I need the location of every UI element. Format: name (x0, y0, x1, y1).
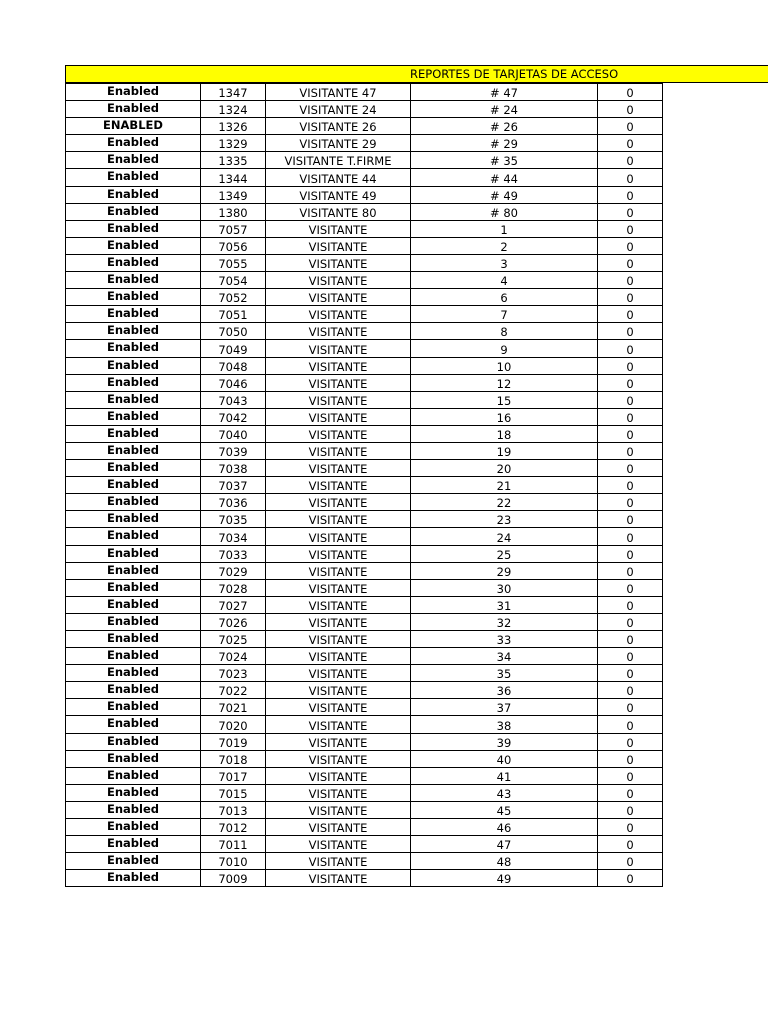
visitor-name-cell: VISITANTE (266, 425, 411, 442)
card-code-cell: 7052 (201, 289, 266, 306)
report-count-cell: 0 (598, 306, 663, 323)
table-row (66, 596, 663, 613)
visitor-name-cell: VISITANTE (266, 682, 411, 699)
status-cell: Enabled (66, 648, 201, 665)
report-count-cell: 0 (598, 169, 663, 186)
status-cell: Enabled (66, 477, 201, 494)
status-cell: Enabled (66, 237, 201, 254)
card-number-cell: 37 (411, 699, 598, 716)
card-number-cell: 1 (411, 220, 598, 237)
report-count-cell: 0 (598, 716, 663, 733)
report-count-cell: 0 (598, 631, 663, 648)
card-code-cell: 7024 (201, 648, 266, 665)
table-row (66, 186, 663, 203)
visitor-name-cell: VISITANTE (266, 648, 411, 665)
card-code-cell: 7057 (201, 220, 266, 237)
card-code-cell: 7046 (201, 374, 266, 391)
status-cell: Enabled (66, 596, 201, 613)
table-row (66, 750, 663, 767)
status-cell: Enabled (66, 306, 201, 323)
visitor-name-cell: VISITANTE (266, 750, 411, 767)
report-title: REPORTES DE TARJETAS DE ACCESO (410, 67, 619, 81)
status-cell: Enabled (66, 289, 201, 306)
visitor-name-cell: VISITANTE (266, 836, 411, 853)
access-card-table-body (66, 84, 663, 887)
card-code-cell: 7040 (201, 425, 266, 442)
card-code-cell: 7026 (201, 613, 266, 630)
visitor-name-cell: VISITANTE (266, 596, 411, 613)
visitor-name-cell: VISITANTE (266, 374, 411, 391)
card-number-cell: 39 (411, 733, 598, 750)
card-number-cell: 25 (411, 545, 598, 562)
card-number-cell: 8 (411, 323, 598, 340)
card-code-cell: 7017 (201, 767, 266, 784)
table-row (66, 152, 663, 169)
status-cell: Enabled (66, 425, 201, 442)
card-code-cell: 1347 (201, 84, 266, 101)
report-count-cell: 0 (598, 699, 663, 716)
table-row (66, 784, 663, 801)
report-count-cell: 0 (598, 84, 663, 101)
card-number-cell: 23 (411, 511, 598, 528)
card-code-cell: 7033 (201, 545, 266, 562)
visitor-name-cell: VISITANTE 44 (266, 169, 411, 186)
card-number-cell: 46 (411, 819, 598, 836)
visitor-name-cell: VISITANTE (266, 528, 411, 545)
card-code-cell: 7051 (201, 306, 266, 323)
card-number-cell: 35 (411, 665, 598, 682)
card-code-cell: 1324 (201, 101, 266, 118)
table-row (66, 631, 663, 648)
table-row (66, 716, 663, 733)
card-number-cell: 18 (411, 425, 598, 442)
report-count-cell: 0 (598, 733, 663, 750)
card-code-cell: 7049 (201, 340, 266, 357)
status-cell: Enabled (66, 853, 201, 870)
card-number-cell: 29 (411, 562, 598, 579)
visitor-name-cell: VISITANTE 24 (266, 101, 411, 118)
card-number-cell: 30 (411, 579, 598, 596)
visitor-name-cell: VISITANTE (266, 306, 411, 323)
table-row (66, 237, 663, 254)
report-count-cell: 0 (598, 853, 663, 870)
report-count-cell: 0 (598, 545, 663, 562)
card-number-cell: # 26 (411, 118, 598, 135)
card-number-cell: 48 (411, 853, 598, 870)
card-code-cell: 7029 (201, 562, 266, 579)
report-count-cell: 0 (598, 511, 663, 528)
card-number-cell: 22 (411, 494, 598, 511)
card-number-cell: 6 (411, 289, 598, 306)
card-number-cell: 40 (411, 750, 598, 767)
table-row (66, 870, 663, 887)
card-number-cell: # 29 (411, 135, 598, 152)
visitor-name-cell: VISITANTE (266, 562, 411, 579)
status-cell: Enabled (66, 186, 201, 203)
status-cell: Enabled (66, 408, 201, 425)
card-number-cell: 20 (411, 460, 598, 477)
visitor-name-cell: VISITANTE (266, 357, 411, 374)
card-code-cell: 7039 (201, 442, 266, 459)
card-code-cell: 7019 (201, 733, 266, 750)
report-count-cell: 0 (598, 203, 663, 220)
card-code-cell: 7042 (201, 408, 266, 425)
table-row (66, 272, 663, 289)
card-number-cell: 41 (411, 767, 598, 784)
visitor-name-cell: VISITANTE (266, 340, 411, 357)
status-cell: Enabled (66, 579, 201, 596)
card-code-cell: 7035 (201, 511, 266, 528)
report-count-cell: 0 (598, 460, 663, 477)
card-number-cell: 12 (411, 374, 598, 391)
card-code-cell: 1380 (201, 203, 266, 220)
card-code-cell: 7011 (201, 836, 266, 853)
table-row (66, 408, 663, 425)
visitor-name-cell: VISITANTE (266, 819, 411, 836)
card-number-cell: 33 (411, 631, 598, 648)
report-count-cell: 0 (598, 374, 663, 391)
report-count-cell: 0 (598, 425, 663, 442)
card-code-cell: 7025 (201, 631, 266, 648)
card-code-cell: 7056 (201, 237, 266, 254)
table-row (66, 84, 663, 101)
table-row (66, 203, 663, 220)
status-cell: Enabled (66, 836, 201, 853)
visitor-name-cell: VISITANTE (266, 494, 411, 511)
visitor-name-cell: VISITANTE (266, 272, 411, 289)
table-row (66, 442, 663, 459)
table-row (66, 306, 663, 323)
report-count-cell: 0 (598, 442, 663, 459)
card-number-cell: 4 (411, 272, 598, 289)
report-count-cell: 0 (598, 528, 663, 545)
card-number-cell: 9 (411, 340, 598, 357)
report-count-cell: 0 (598, 220, 663, 237)
report-count-cell: 0 (598, 118, 663, 135)
report-count-cell: 0 (598, 836, 663, 853)
table-row (66, 767, 663, 784)
report-count-cell: 0 (598, 323, 663, 340)
card-code-cell: 7037 (201, 477, 266, 494)
status-cell: Enabled (66, 511, 201, 528)
report-count-cell: 0 (598, 613, 663, 630)
card-number-cell: 10 (411, 357, 598, 374)
visitor-name-cell: VISITANTE (266, 767, 411, 784)
table-row (66, 340, 663, 357)
table-row (66, 118, 663, 135)
report-count-cell: 0 (598, 357, 663, 374)
table-row (66, 477, 663, 494)
card-code-cell: 7010 (201, 853, 266, 870)
card-code-cell: 7009 (201, 870, 266, 887)
report-count-cell: 0 (598, 186, 663, 203)
report-count-cell: 0 (598, 494, 663, 511)
visitor-name-cell: VISITANTE (266, 853, 411, 870)
card-number-cell: 36 (411, 682, 598, 699)
status-cell: Enabled (66, 84, 201, 101)
card-number-cell: 7 (411, 306, 598, 323)
status-cell: Enabled (66, 767, 201, 784)
card-code-cell: 7018 (201, 750, 266, 767)
report-count-cell: 0 (598, 289, 663, 306)
card-code-cell: 7043 (201, 391, 266, 408)
visitor-name-cell: VISITANTE (266, 665, 411, 682)
table-row (66, 460, 663, 477)
table-row (66, 169, 663, 186)
table-row (66, 853, 663, 870)
table-row (66, 819, 663, 836)
visitor-name-cell: VISITANTE 47 (266, 84, 411, 101)
status-cell: Enabled (66, 665, 201, 682)
report-count-cell: 0 (598, 579, 663, 596)
table-row (66, 391, 663, 408)
access-card-table (65, 83, 663, 887)
card-code-cell: 7015 (201, 784, 266, 801)
card-number-cell: 32 (411, 613, 598, 630)
report-count-cell: 0 (598, 562, 663, 579)
card-number-cell: # 47 (411, 84, 598, 101)
table-row (66, 511, 663, 528)
visitor-name-cell: VISITANTE (266, 220, 411, 237)
table-row (66, 682, 663, 699)
visitor-name-cell: VISITANTE (266, 716, 411, 733)
report-count-cell: 0 (598, 391, 663, 408)
card-number-cell: 16 (411, 408, 598, 425)
visitor-name-cell: VISITANTE (266, 289, 411, 306)
card-code-cell: 7054 (201, 272, 266, 289)
table-row (66, 254, 663, 271)
visitor-name-cell: VISITANTE 80 (266, 203, 411, 220)
table-row (66, 135, 663, 152)
card-number-cell: # 44 (411, 169, 598, 186)
visitor-name-cell: VISITANTE (266, 613, 411, 630)
visitor-name-cell: VISITANTE 26 (266, 118, 411, 135)
card-code-cell: 1335 (201, 152, 266, 169)
report-count-cell: 0 (598, 819, 663, 836)
report-count-cell: 0 (598, 340, 663, 357)
table-row (66, 220, 663, 237)
status-cell: Enabled (66, 460, 201, 477)
table-row (66, 545, 663, 562)
card-code-cell: 7020 (201, 716, 266, 733)
visitor-name-cell: VISITANTE (266, 460, 411, 477)
status-cell: Enabled (66, 801, 201, 818)
visitor-name-cell: VISITANTE (266, 733, 411, 750)
card-number-cell: 45 (411, 801, 598, 818)
card-code-cell: 1326 (201, 118, 266, 135)
card-code-cell: 7050 (201, 323, 266, 340)
card-code-cell: 7036 (201, 494, 266, 511)
status-cell: Enabled (66, 374, 201, 391)
card-code-cell: 7048 (201, 357, 266, 374)
report-count-cell: 0 (598, 596, 663, 613)
table-row (66, 289, 663, 306)
report-count-cell: 0 (598, 648, 663, 665)
report-count-cell: 0 (598, 870, 663, 887)
report-count-cell: 0 (598, 767, 663, 784)
table-row (66, 374, 663, 391)
visitor-name-cell: VISITANTE (266, 254, 411, 271)
table-row (66, 699, 663, 716)
status-cell: Enabled (66, 819, 201, 836)
card-code-cell: 1349 (201, 186, 266, 203)
card-number-cell: 47 (411, 836, 598, 853)
card-code-cell: 1329 (201, 135, 266, 152)
report-count-cell: 0 (598, 408, 663, 425)
card-number-cell: 15 (411, 391, 598, 408)
visitor-name-cell: VISITANTE (266, 699, 411, 716)
report-count-cell: 0 (598, 254, 663, 271)
report-count-cell: 0 (598, 477, 663, 494)
card-number-cell: 34 (411, 648, 598, 665)
status-cell: Enabled (66, 562, 201, 579)
table-row (66, 101, 663, 118)
card-number-cell: 19 (411, 442, 598, 459)
card-number-cell: # 35 (411, 152, 598, 169)
table-row (66, 579, 663, 596)
visitor-name-cell: VISITANTE (266, 784, 411, 801)
status-cell: Enabled (66, 545, 201, 562)
card-code-cell: 7022 (201, 682, 266, 699)
card-code-cell: 7027 (201, 596, 266, 613)
visitor-name-cell: VISITANTE (266, 545, 411, 562)
status-cell: Enabled (66, 442, 201, 459)
card-code-cell: 7021 (201, 699, 266, 716)
status-cell: Enabled (66, 528, 201, 545)
visitor-name-cell: VISITANTE 49 (266, 186, 411, 203)
report-count-cell: 0 (598, 135, 663, 152)
visitor-name-cell: VISITANTE (266, 870, 411, 887)
card-code-cell: 7013 (201, 801, 266, 818)
table-row (66, 528, 663, 545)
card-number-cell: # 24 (411, 101, 598, 118)
visitor-name-cell: VISITANTE (266, 477, 411, 494)
report-count-cell: 0 (598, 152, 663, 169)
report-count-cell: 0 (598, 784, 663, 801)
title-left-border (65, 65, 66, 83)
card-number-cell: 2 (411, 237, 598, 254)
visitor-name-cell: VISITANTE (266, 442, 411, 459)
table-row (66, 494, 663, 511)
card-code-cell: 7023 (201, 665, 266, 682)
visitor-name-cell: VISITANTE (266, 631, 411, 648)
card-code-cell: 7055 (201, 254, 266, 271)
card-number-cell: 49 (411, 870, 598, 887)
status-cell: Enabled (66, 254, 201, 271)
status-cell: Enabled (66, 699, 201, 716)
card-number-cell: # 80 (411, 203, 598, 220)
report-count-cell: 0 (598, 101, 663, 118)
status-cell: Enabled (66, 323, 201, 340)
table-row (66, 665, 663, 682)
visitor-name-cell: VISITANTE (266, 237, 411, 254)
status-cell: Enabled (66, 391, 201, 408)
visitor-name-cell: VISITANTE (266, 579, 411, 596)
card-number-cell: 43 (411, 784, 598, 801)
status-cell: Enabled (66, 220, 201, 237)
report-count-cell: 0 (598, 272, 663, 289)
table-row (66, 357, 663, 374)
visitor-name-cell: VISITANTE (266, 801, 411, 818)
status-cell: Enabled (66, 152, 201, 169)
status-cell: Enabled (66, 631, 201, 648)
status-cell: Enabled (66, 733, 201, 750)
report-count-cell: 0 (598, 237, 663, 254)
visitor-name-cell: VISITANTE 29 (266, 135, 411, 152)
status-cell: Enabled (66, 682, 201, 699)
card-code-cell: 7028 (201, 579, 266, 596)
table-row (66, 562, 663, 579)
table-row (66, 733, 663, 750)
status-cell: Enabled (66, 870, 201, 887)
visitor-name-cell: VISITANTE (266, 391, 411, 408)
card-code-cell: 7034 (201, 528, 266, 545)
visitor-name-cell: VISITANTE (266, 408, 411, 425)
table-row (66, 425, 663, 442)
table-row (66, 801, 663, 818)
status-cell: Enabled (66, 494, 201, 511)
visitor-name-cell: VISITANTE (266, 323, 411, 340)
visitor-name-cell: VISITANTE (266, 511, 411, 528)
status-cell: Enabled (66, 101, 201, 118)
table-row (66, 323, 663, 340)
status-cell: ENABLED (66, 118, 201, 135)
report-count-cell: 0 (598, 682, 663, 699)
status-cell: Enabled (66, 203, 201, 220)
card-number-cell: 3 (411, 254, 598, 271)
report-count-cell: 0 (598, 801, 663, 818)
table-row (66, 648, 663, 665)
status-cell: Enabled (66, 169, 201, 186)
card-number-cell: 24 (411, 528, 598, 545)
report-count-cell: 0 (598, 665, 663, 682)
status-cell: Enabled (66, 340, 201, 357)
status-cell: Enabled (66, 716, 201, 733)
card-code-cell: 7012 (201, 819, 266, 836)
status-cell: Enabled (66, 135, 201, 152)
status-cell: Enabled (66, 750, 201, 767)
status-cell: Enabled (66, 784, 201, 801)
card-number-cell: 38 (411, 716, 598, 733)
status-cell: Enabled (66, 272, 201, 289)
status-cell: Enabled (66, 613, 201, 630)
table-row (66, 836, 663, 853)
visitor-name-cell: VISITANTE T.FIRME (266, 152, 411, 169)
report-count-cell: 0 (598, 750, 663, 767)
card-number-cell: 21 (411, 477, 598, 494)
card-number-cell: # 49 (411, 186, 598, 203)
card-code-cell: 1344 (201, 169, 266, 186)
card-number-cell: 31 (411, 596, 598, 613)
status-cell: Enabled (66, 357, 201, 374)
card-code-cell: 7038 (201, 460, 266, 477)
table-row (66, 613, 663, 630)
